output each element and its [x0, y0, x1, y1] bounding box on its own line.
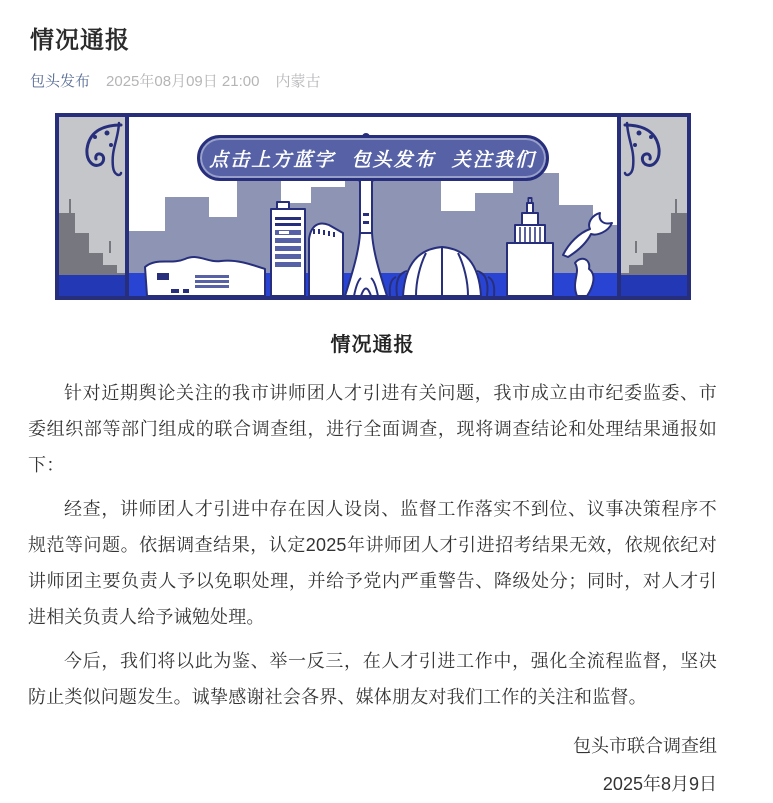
striped-tower-building — [271, 202, 305, 296]
article-paragraph-2: 经查，讲师团人才引进中存在因人设岗、监督工作落实不到位、议事决策程序不规范等问题。依据调查结果，认定2025年讲师团人才引进招考结果无效，依规依纪对讲师团主要负责人予以免职处理，并给予党内严重警告、降级处分；同时，对人才引进相关负责人给予诫勉处理。 — [28, 499, 717, 627]
article-body — [28, 328, 717, 803]
museum-building — [145, 257, 265, 296]
signature-block — [28, 727, 717, 803]
signature-date: 2025年8月9日 — [602, 774, 717, 794]
publish-time: 2025年08月09日 21:00 — [106, 73, 260, 90]
banner-ribbon-text: 点击上方蓝字 包头发布 关注我们 — [209, 149, 536, 171]
publish-location: 内蒙古 — [275, 73, 321, 90]
article-heading: 情况通报 — [330, 334, 415, 356]
page-title: 情况通报 — [30, 27, 130, 54]
curved-building — [309, 224, 343, 296]
article-paragraph-1: 针对近期舆论关注的我市讲师团人才引进有关问题，我市成立由市纪委监委、市委组织部等部门组成的联合调查组，进行全面调查，现将调查结论和处理结果通报如下： — [28, 383, 717, 475]
banner-image[interactable] — [55, 113, 691, 300]
signature-org: 包头市联合调查组 — [573, 736, 717, 756]
article-paragraph-3: 今后，我们将以此为鉴、举一反三，在人才引进工作中，强化全流程监督，坚决防止类似问题发生。诚挚感谢社会各界、媒体朋友对我们工作的关注和监督。 — [28, 651, 717, 707]
banner-ribbon — [197, 135, 549, 181]
account-name-link[interactable]: 包头发布 — [30, 73, 91, 90]
article-meta — [30, 70, 717, 91]
